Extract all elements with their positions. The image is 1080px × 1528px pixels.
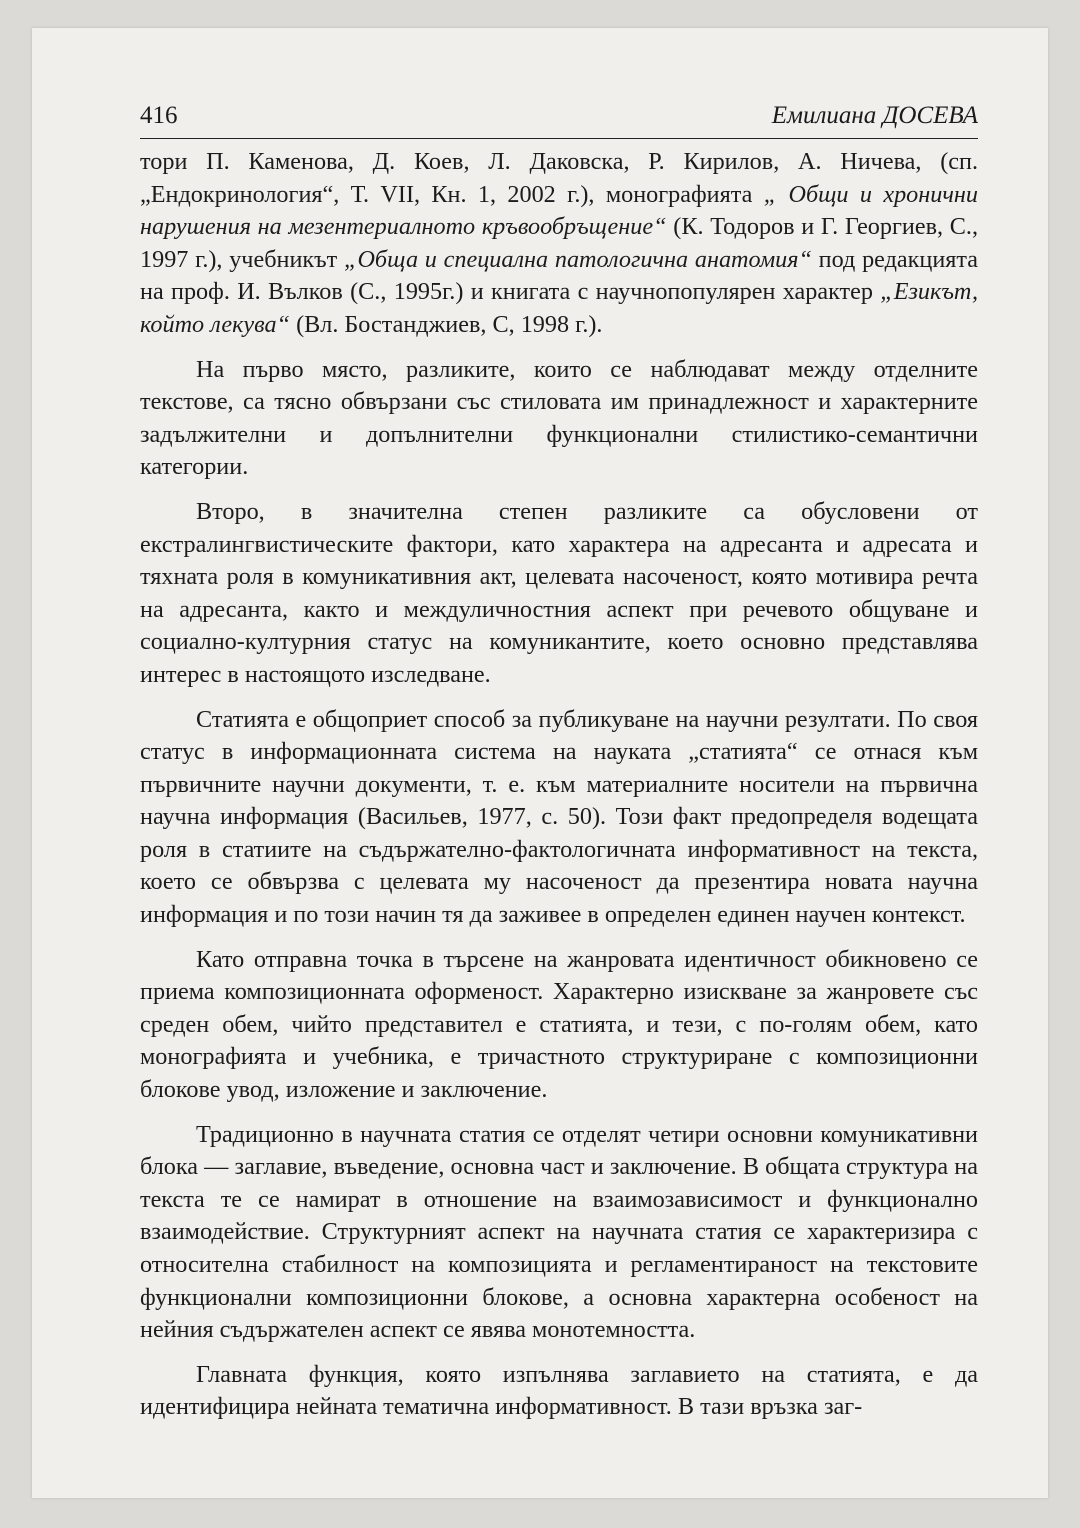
paragraph — [140, 354, 978, 484]
italic-title-segment: „ Общи и хронични нарушения на мезентериалното кръвообръщение“ — [140, 180, 978, 241]
paragraph — [140, 496, 978, 692]
paragraph — [140, 944, 978, 1107]
text-segment: Традиционно в научната статия се отделят четири основни комуникативни блока — заглавие, въведение, основна част и заключение. В общата структура на текста те се намират в отношение на взаимозависимост и функционално взаимодействие. Структурният аспект на научната статия се характеризира с относителна стабилност на композицията и регламентираност на текстовите функционални композиционни блокове, а основна характерна особеност на нейния съдържателен аспект се явява монотемността. — [140, 1120, 978, 1344]
paragraph — [140, 1119, 978, 1347]
text-segment: (Вл. Бостанджиев, С, 1998 г.). — [290, 310, 603, 338]
text-segment: Главната функция, която изпълнява заглавието на статията, е да идентифицира нейната тематична информативност. В тази връзка заг- — [140, 1360, 978, 1421]
paragraph — [140, 1359, 978, 1424]
text-segment: под редакцията на проф. И. Вълков (С., 1995г.) и книгата с научнопопулярен характер — [140, 245, 978, 306]
text-segment: (К. Тодоров и Г. Георгиев, С., 1997 г.), учебникът — [140, 213, 978, 273]
running-head-author: Емилиана ДОСЕВА — [771, 102, 978, 129]
text-segment: Като отправна точка в търсене на жанровата идентичност обикновено се приема композиционната оформеност. Характерно изискване за жанровете със среден обем, чийто представител е статията, и тези, с по-голям обем, като монографията и учебника, е тричастното структуриране с композиционни блокове увод, изложение и заключение. — [140, 945, 978, 1104]
text-segment: тори П. Каменова, Д. Коев, Л. Даковска, Р. Кирилов, А. Ничева, (сп. „Ендокринология“, Т. VII, Кн. 1, 2002 г.), монографията — [140, 148, 978, 208]
page-number: 416 — [140, 102, 178, 129]
body-text — [140, 146, 978, 1436]
book-page — [32, 28, 1048, 1498]
text-segment: Статията е общоприет способ за публикуване на научни резултати. По своя статус в информационната система на науката „статията“ се отнася към първичните научни документи, т. е. към материалните носители на първична научна информация (Васильев, 1977, с. 50). Този факт предопределя водещата роля в статиите на съдържателно-фактологичната информативност на текста, което се обвързва с целевата му насоченост да презентира новата научна информация и по този начин тя да заживее в определен единен научен контекст. — [140, 705, 978, 929]
paragraph — [140, 704, 978, 932]
text-segment: Второ, в значителна степен разликите са обусловени от екстралингвистическите фактори, като характера на адресанта и адресата и тяхната роля в комуникативния акт, целевата насоченост, която мотивира речта на адресанта, както и междуличностния аспект при речевото общуване и социално-културния статус на комуникантите, което основно представлява интерес в настоящото изследване. — [140, 497, 978, 688]
text-segment: На първо място, разликите, които се наблюдават между отделните текстове, са тясно обвързани със стиловата им принадлежност и характерните задължителни и допълнителни функционални стилистико-семантични категории. — [140, 355, 978, 481]
paragraph — [140, 146, 978, 342]
italic-title-segment: „Обща и специална патологична анатомия“ — [344, 245, 812, 273]
italic-title-segment: „Езикът, който лекува“ — [140, 278, 978, 338]
page-header — [140, 94, 978, 139]
